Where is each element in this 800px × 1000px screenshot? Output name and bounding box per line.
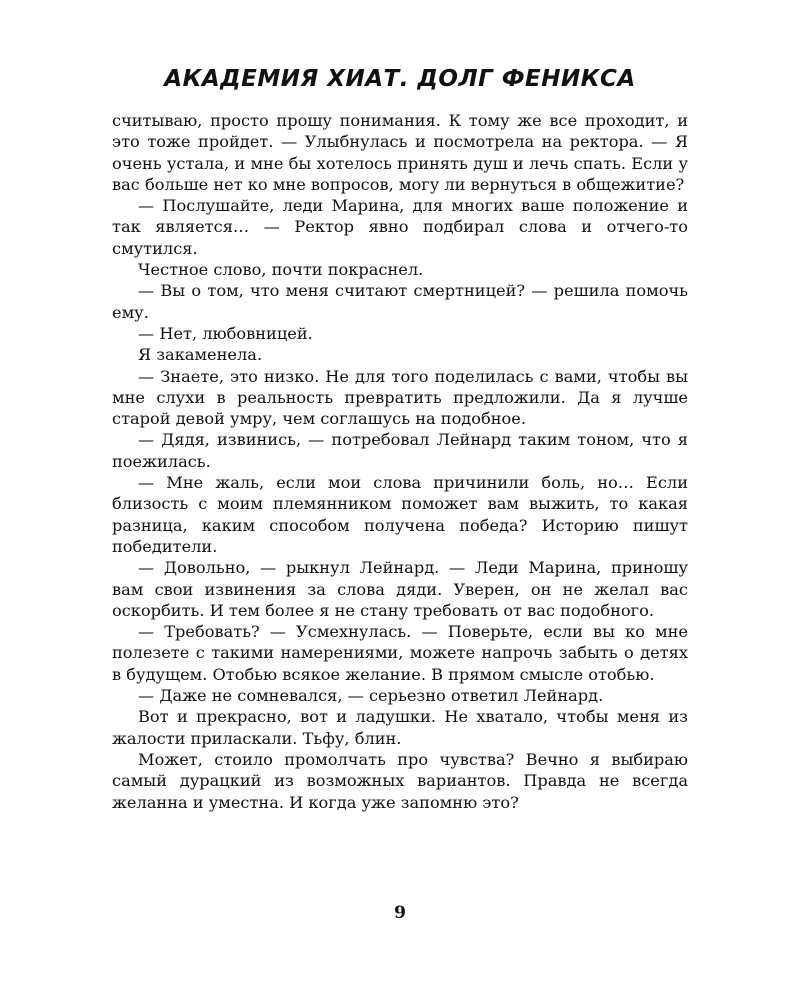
paragraph: — Даже не сомневался, — серьезно ответил Лейнард. (138, 686, 604, 706)
paragraph: — Дядя, извинись, — потребовал Лейнард таким тоном, что я поежилась. (112, 430, 688, 471)
page-number: 9 (394, 903, 406, 923)
paragraph: считываю, просто прошу понимания. К тому же все проходит, и это тоже пройдет. — Улыбнулась и посмотрела на ректора. — Я очень устала, и мне бы хотелось принять душ и лечь спать. Если у вас больше нет ко мне вопросов, могу ли вернуться в общежитие? (112, 111, 688, 194)
paragraph: — Послушайте, леди Марина, для многих ваше положение и так является… — Ректор явно подбирал слова и отчего-то смутился. (112, 196, 688, 258)
paragraph: Я закаменела. (138, 345, 263, 365)
paragraph: — Довольно, — рыкнул Лейнард. — Леди Марина, приношу вам свои извинения за слова дяди. Уверен, он не желал вас оскорбить. И тем более я не стану требовать от вас подобного. (112, 558, 688, 620)
paragraph: — Требовать? — Усмехнулась. — Поверьте, если вы ко мне полезете с такими намерениями, можете напрочь забыть о детях в будущем. Отобью всякое желание. В прямом смысле отобью. (112, 622, 688, 684)
paragraph: — Мне жаль, если мои слова причинили боль, но… Если близость с моим племянником поможет вам выжить, то какая разница, каким способом получена победа? Историю пишут победители. (112, 473, 688, 556)
body-text (112, 110, 688, 813)
paragraph: Вот и прекрасно, вот и ладушки. Не хватало, чтобы меня из жалости приласкали. Тьфу, блин. (112, 707, 688, 748)
paragraph: — Знаете, это низко. Не для того поделилась с вами, чтобы вы мне слухи в реальность превратить предложили. Да я лучше старой девой умру, чем соглашусь на подобное. (112, 366, 688, 429)
paragraph: Честное слово, почти покраснел. (138, 260, 424, 280)
running-head-title: АКАДЕМИЯ ХИАТ. ДОЛГ ФЕНИКСА (164, 66, 636, 92)
paragraph: — Вы о том, что меня считают смертницей? — решила помочь ему. (112, 281, 688, 322)
paragraph: — Нет, любовницей. (138, 323, 313, 343)
paragraph: Может, стоило промолчать про чувства? Вечно я выбираю самый дурацкий из возможных вариантов. Правда не всегда желанна и уместна. И когда уже запомню это? (112, 749, 688, 812)
